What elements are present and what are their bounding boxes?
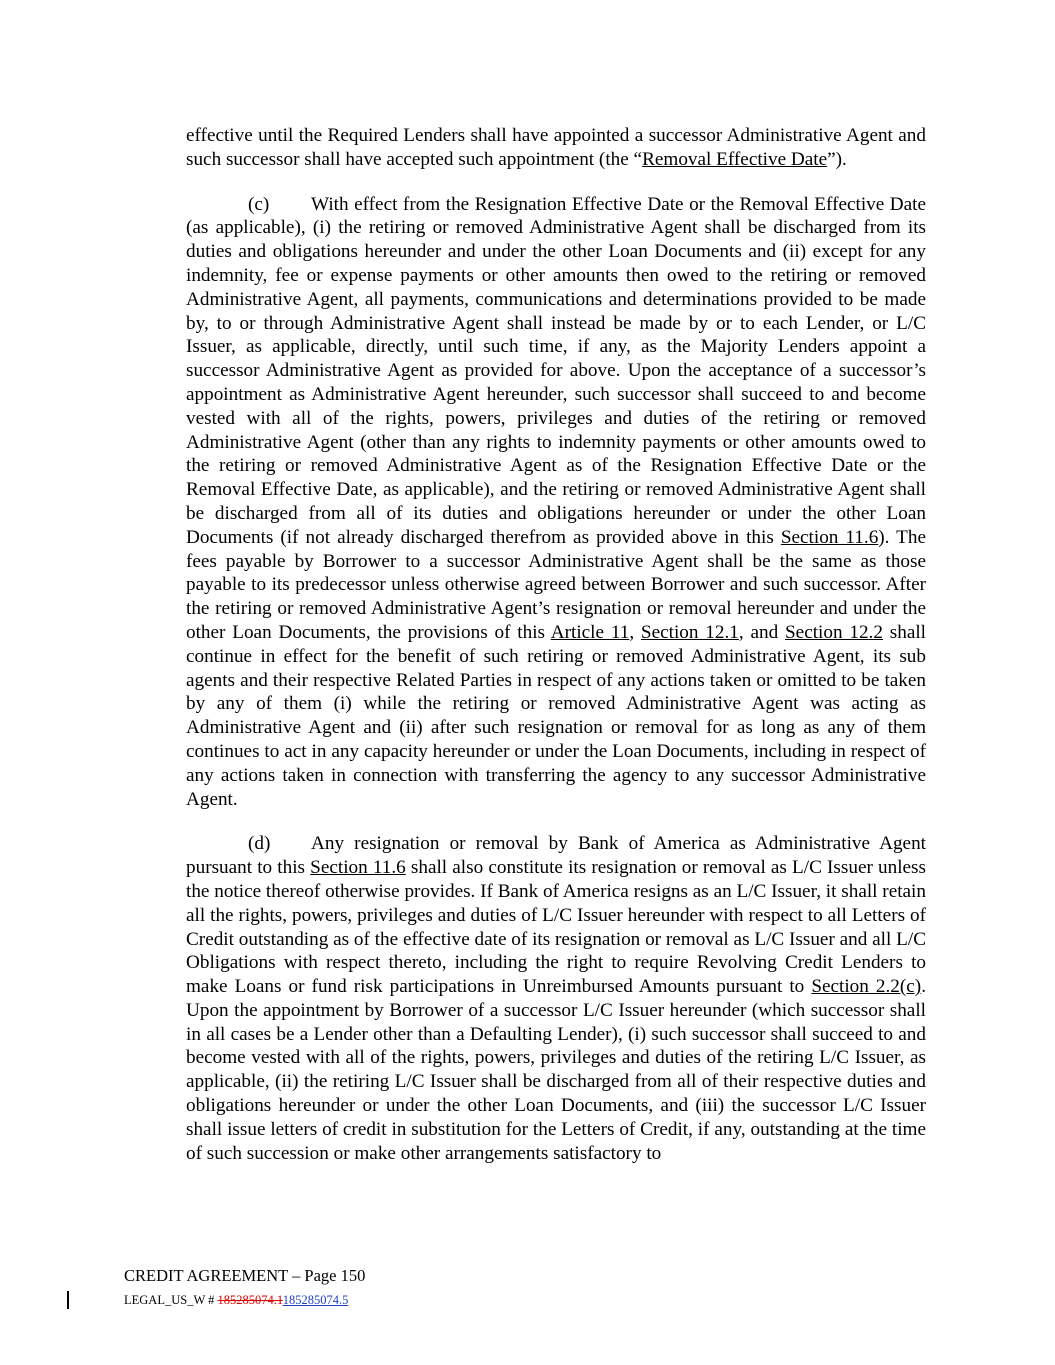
text-run: Any resignation or removal by Bank of America as Administrative Agent pursuant to this <box>186 833 926 879</box>
paragraph-label-c: (c) <box>248 193 270 215</box>
text-run: shall also constitute its resignation or removal as L/C Issuer unless the notice thereof otherwise provides. If Bank of America resigns as an L/C Issuer, it shall retain all the rights, powers, privileges and duties of L/C Issuer hereunder with respect to all Letters of Credit outstanding as of the effective date of its resignation or removal as L/C Issuer and all L/C Obligations with respect thereto, including the right to require Revolving Credit Lenders to make Loans or fund risk participations in Unreimbursed Amounts pursuant to <box>186 857 926 998</box>
cross-reference-section-2-2-c: Section 2.2(c) <box>811 976 922 998</box>
doc-id-prefix: LEGAL_US_W # <box>124 1293 218 1307</box>
text-run: ”). <box>827 148 847 170</box>
revision-change-bar <box>67 1291 69 1309</box>
text-run: . Upon the appointment by Borrower of a successor L/C Issuer hereunder (which successor shall in all cases be a Lender other than a Defaulting Lender), (i) such successor shall succeed to and become vested with all of the rights, powers, privileges and duties of the retiring L/C Issuer, as applicable, (ii) the retiring L/C Issuer shall be discharged from all of their respective duties and obligations hereunder or under the other Loan Documents, and (iii) the successor L/C Issuer shall issue letters of credit in substitution for the Letters of Credit, if any, outstanding at the time of such succession or make other arrangements satisfactory to <box>186 976 926 1164</box>
text-run: effective until the Required Lenders shall have appointed a successor Administrative Agent and such successor shall have accepted such appointment (the “ <box>186 125 926 170</box>
doc-id-deleted: 185285074.1 <box>217 1293 283 1307</box>
text-run: ). The fees payable by Borrower to a successor Administrative Agent shall be the same as those payable to its predecessor unless otherwise agreed between Borrower and such successor. After the retiring or removed Administrative Agent’s resignation or removal hereunder and under the other Loan Documents, the provisions of this <box>186 526 926 643</box>
text-run: , and <box>738 621 785 643</box>
text-run: , <box>629 621 641 643</box>
defined-term-removal-effective-date: Removal Effective Date <box>642 148 828 170</box>
doc-id-inserted: 185285074.5 <box>282 1293 349 1307</box>
footer-document-id <box>124 1291 365 1309</box>
text-run: shall continue in effect for the benefit of such retiring or removed Administrative Agent, its sub agents and their respective Related Parties in respect of any actions taken or omitted to be taken by any of them (i) while the retiring or removed Administrative Agent was acting as Administrative Agent and (ii) after such resignation or removal for as long as any of them continues to act in any capacity hereunder or under the Loan Documents, including in respect of any actions taken in connection with transferring the agency to any successor Administrative Agent. <box>186 621 927 810</box>
paragraph-d <box>186 832 926 1165</box>
page-footer <box>124 1265 365 1309</box>
cross-reference-article-11: Article 11 <box>550 621 630 643</box>
document-body <box>186 124 926 1165</box>
paragraph-b-continuation <box>186 124 926 172</box>
cross-reference-section-12-2: Section 12.2 <box>785 621 883 643</box>
text-run: With effect from the Resignation Effective Date or the Removal Effective Date (as applicable), (i) the retiring or removed Administrative Agent shall be discharged from its duties and obligations hereunder and under the other Loan Documents and (ii) except for any indemnity, fee or expense payments or other amounts then owed to the retiring or removed Administrative Agent, all payments, communications and determinations provided to be made by, to or through Administrative Agent shall instead be made by or to each Lender, or L/C Issuer, as applicable, directly, until such time, if any, as the Majority Lenders appoint a successor Administrative Agent as provided for above. Upon the acceptance of a successor’s appointment as Administrative Agent hereunder, such successor shall succeed to and become vested with all of the rights, powers, privileges and duties of the retiring or removed Administrative Agent (other than any rights to indemnity payments or other amounts owed to the retiring or removed Administrative Agent as of the Resignation Effective Date or the Removal Effective Date, as applicable), and the retiring or removed Administrative Agent shall be discharged from all of its duties and obligations hereunder or under the other Loan Documents (if not already discharged therefrom as provided above in this <box>186 193 926 548</box>
cross-reference-section-11-6: Section 11.6 <box>310 857 406 879</box>
cross-reference-section-12-1: Section 12.1 <box>640 621 739 643</box>
paragraph-c <box>186 193 926 812</box>
cross-reference-section-11-6: Section 11.6 <box>780 526 879 548</box>
paragraph-label-d: (d) <box>248 833 271 855</box>
footer-page-label: CREDIT AGREEMENT – Page 150 <box>124 1266 366 1285</box>
